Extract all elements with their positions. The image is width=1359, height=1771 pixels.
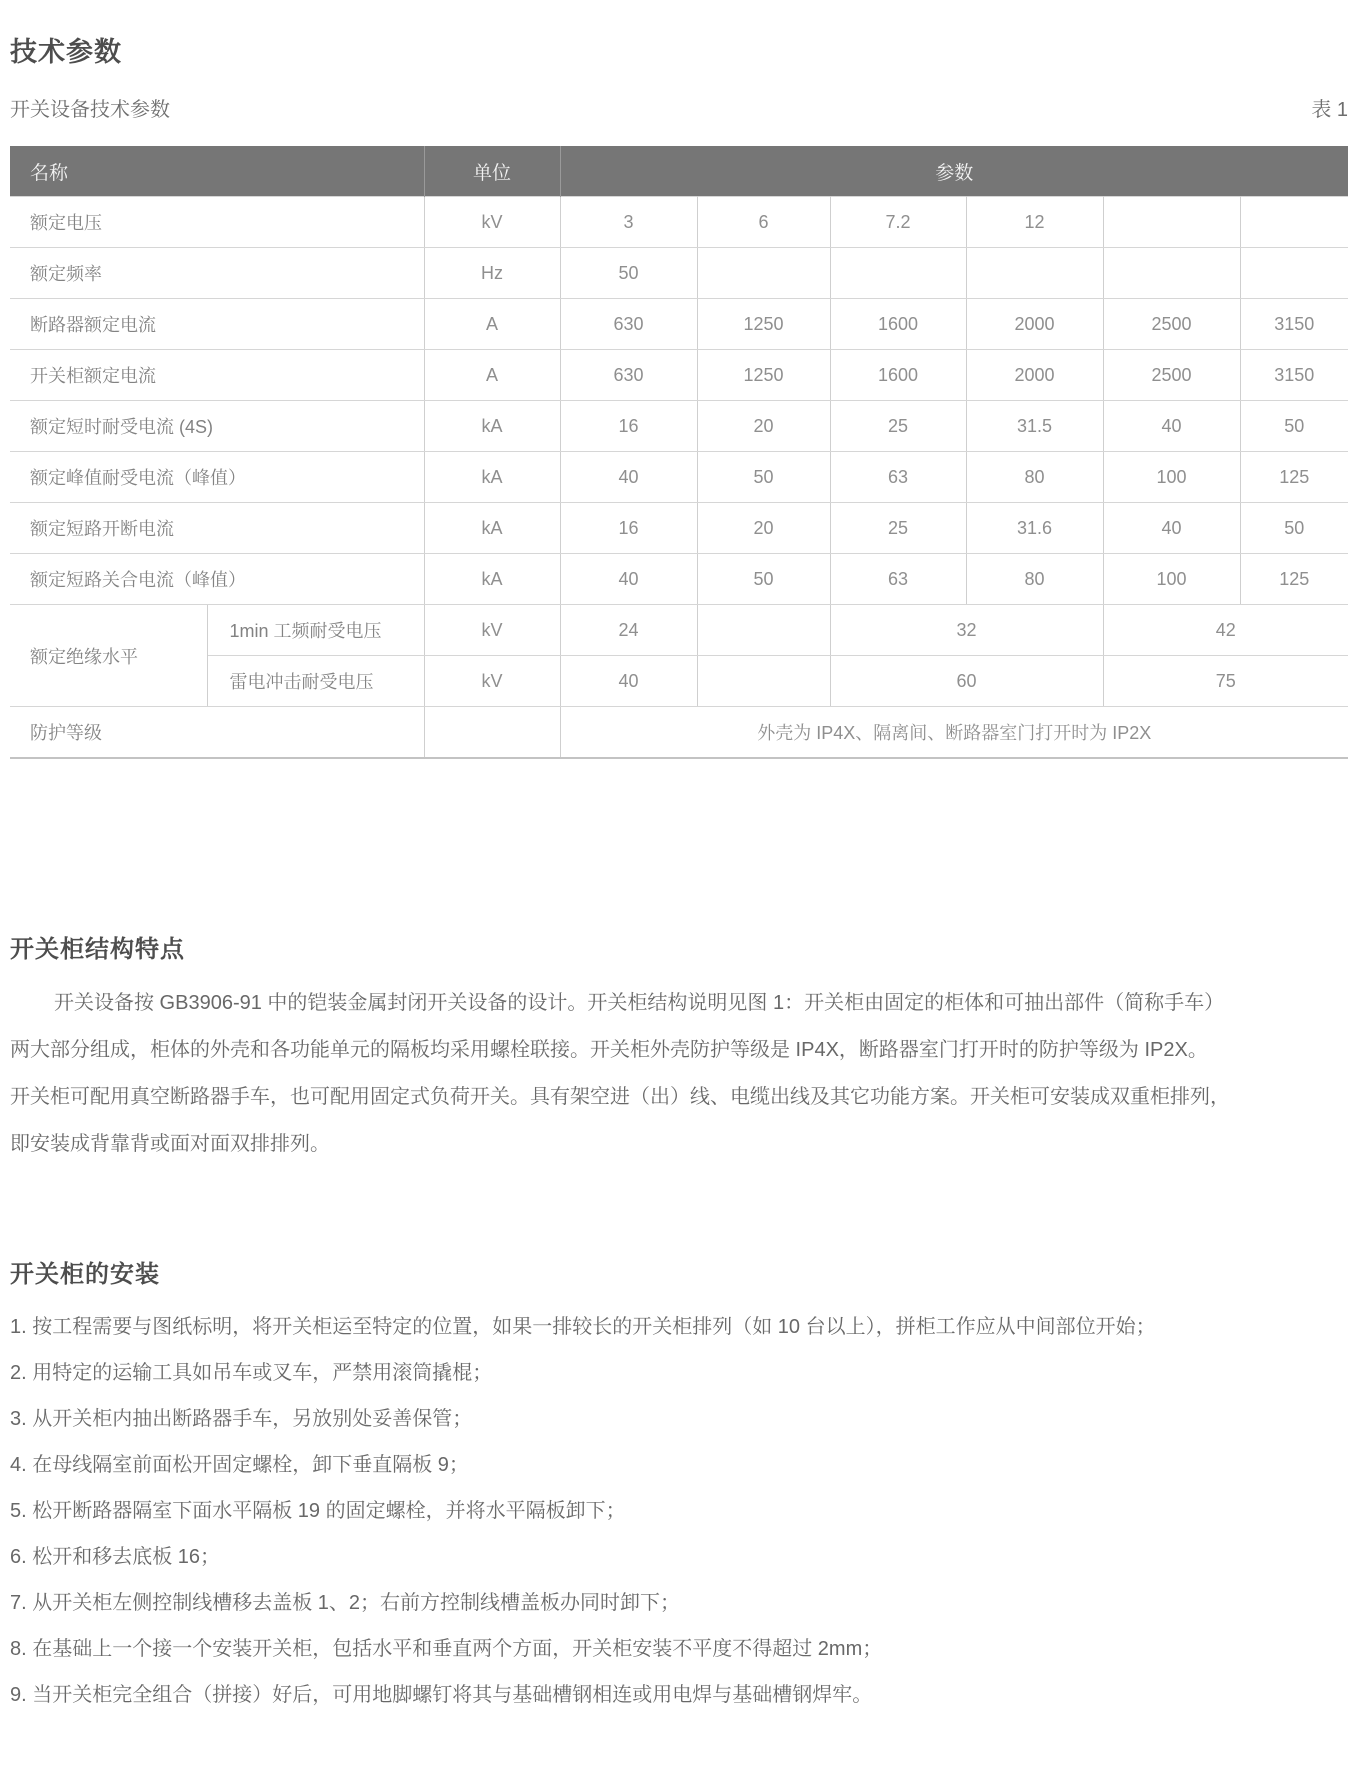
value-cell: 6 xyxy=(697,197,830,248)
value-cell: 3150 xyxy=(1240,350,1348,401)
table-row xyxy=(10,401,1348,452)
unit-cell: Hz xyxy=(424,248,560,299)
structure-paragraph xyxy=(10,980,1348,1168)
unit-cell: kA xyxy=(424,554,560,605)
value-cell: 40 xyxy=(1103,503,1240,554)
install-list xyxy=(10,1317,1348,1705)
subname-cell: 1min 工频耐受电压 xyxy=(207,605,424,656)
name-cell: 额定电压 xyxy=(10,197,424,248)
value-cell: 20 xyxy=(697,401,830,452)
value-cell: 31.5 xyxy=(966,401,1103,452)
value-cell: 1250 xyxy=(697,350,830,401)
value-cell: 125 xyxy=(1240,452,1348,503)
value-cell: 1250 xyxy=(697,299,830,350)
table-row-insulation-2 xyxy=(10,656,1348,707)
value-cell: 31.6 xyxy=(966,503,1103,554)
value-cell: 80 xyxy=(966,554,1103,605)
value-cell: 2000 xyxy=(966,299,1103,350)
value-cell: 25 xyxy=(830,401,966,452)
table-row xyxy=(10,197,1348,248)
table-label: 表 1 xyxy=(1311,99,1348,121)
value-cell xyxy=(966,248,1103,299)
table-row-protection xyxy=(10,707,1348,759)
value-cell: 40 xyxy=(560,656,697,707)
value-cell: 3150 xyxy=(1240,299,1348,350)
install-list-item: 3. 从开关柜内抽出断路器手车，另放别处妥善保管； xyxy=(10,1408,473,1430)
value-cell: 32 xyxy=(830,605,1103,656)
unit-cell: kV xyxy=(424,197,560,248)
name-cell: 额定短路开断电流 xyxy=(10,503,424,554)
subname-cell: 雷电冲击耐受电压 xyxy=(207,656,424,707)
tech-params-table xyxy=(10,146,1348,759)
value-cell: 40 xyxy=(560,452,697,503)
value-cell: 12 xyxy=(966,197,1103,248)
value-cell: 42 xyxy=(1103,605,1348,656)
value-cell: 125 xyxy=(1240,554,1348,605)
value-cell: 20 xyxy=(697,503,830,554)
install-list-item: 2. 用特定的运输工具如吊车或叉车，严禁用滚筒撬棍； xyxy=(10,1362,493,1384)
structure-paragraph-line: 两大部分组成，柜体的外壳和各功能单元的隔板均采用螺栓联接。开关柜外壳防护等级是 IP4X，断路器室门打开时的防护等级为 IP2X。 xyxy=(10,1039,1208,1061)
install-list-item: 4. 在母线隔室前面松开固定螺栓，卸下垂直隔板 9； xyxy=(10,1454,469,1476)
name-cell: 额定频率 xyxy=(10,248,424,299)
structure-paragraph-line: 即安装成背靠背或面对面双排排列。 xyxy=(10,1133,330,1155)
value-cell: 3 xyxy=(560,197,697,248)
page-subtitle: 开关设备技术参数 xyxy=(10,99,170,121)
value-cell: 50 xyxy=(1240,503,1348,554)
value-cell: 80 xyxy=(966,452,1103,503)
value-cell: 24 xyxy=(560,605,697,656)
table-header-row xyxy=(10,146,1348,197)
value-cell: 100 xyxy=(1103,554,1240,605)
name-cell: 开关柜额定电流 xyxy=(10,350,424,401)
name-cell: 额定短路关合电流（峰值） xyxy=(10,554,424,605)
table-row xyxy=(10,503,1348,554)
install-list-item: 6. 松开和移去底板 16； xyxy=(10,1546,221,1568)
table-row-insulation-1 xyxy=(10,605,1348,656)
structure-paragraph-line: 开关柜可配用真空断路器手车，也可配用固定式负荷开关。具有架空进（出）线、电缆出线及其它功能方案。开关柜可安装成双重柜排列， xyxy=(10,1086,1230,1108)
name-cell: 额定短时耐受电流 (4S) xyxy=(10,401,424,452)
unit-cell: kA xyxy=(424,401,560,452)
value-cell: 16 xyxy=(560,503,697,554)
value-cell: 25 xyxy=(830,503,966,554)
value-cell: 40 xyxy=(1103,401,1240,452)
table-row xyxy=(10,299,1348,350)
value-cell: 1600 xyxy=(830,299,966,350)
install-list-item: 7. 从开关柜左侧控制线槽移去盖板 1、2；右前方控制线槽盖板办同时卸下； xyxy=(10,1592,681,1614)
value-cell: 2000 xyxy=(966,350,1103,401)
value-cell: 外壳为 IP4X、隔离间、断路器室门打开时为 IP2X xyxy=(560,707,1348,759)
section-heading-install: 开关柜的安装 xyxy=(10,1261,160,1288)
table-row xyxy=(10,350,1348,401)
install-list-item: 8. 在基础上一个接一个安装开关柜，包括水平和垂直两个方面，开关柜安装不平度不得超过 2mm； xyxy=(10,1638,883,1660)
value-cell xyxy=(1103,248,1240,299)
value-cell: 40 xyxy=(560,554,697,605)
value-cell: 2500 xyxy=(1103,299,1240,350)
section-heading-structure: 开关柜结构特点 xyxy=(10,936,185,963)
value-cell: 50 xyxy=(697,452,830,503)
value-cell xyxy=(697,248,830,299)
value-cell xyxy=(1103,197,1240,248)
value-cell xyxy=(1240,197,1348,248)
structure-paragraph-line: 开关设备按 GB3906-91 中的铠装金属封闭开关设备的设计。开关柜结构说明见图 1：开关柜由固定的柜体和可抽出部件（简称手车） xyxy=(54,992,1225,1014)
table-row xyxy=(10,452,1348,503)
value-cell: 50 xyxy=(560,248,697,299)
value-cell: 75 xyxy=(1103,656,1348,707)
header-unit: 单位 xyxy=(424,146,560,197)
value-cell xyxy=(830,248,966,299)
value-cell: 1600 xyxy=(830,350,966,401)
name-cell: 断路器额定电流 xyxy=(10,299,424,350)
value-cell: 630 xyxy=(560,299,697,350)
value-cell: 63 xyxy=(830,554,966,605)
value-cell xyxy=(697,656,830,707)
name-cell: 防护等级 xyxy=(10,707,424,759)
unit-cell xyxy=(424,707,560,759)
table-row xyxy=(10,248,1348,299)
header-name: 名称 xyxy=(10,146,424,197)
install-list-item: 1. 按工程需要与图纸标明，将开关柜运至特定的位置，如果一排较长的开关柜排列（如 10 台以上），拼柜工作应从中间部位开始； xyxy=(10,1316,1156,1338)
group-name-cell: 额定绝缘水平 xyxy=(10,605,207,707)
install-list-item: 5. 松开断路器隔室下面水平隔板 19 的固定螺栓，并将水平隔板卸下； xyxy=(10,1500,626,1522)
value-cell: 50 xyxy=(1240,401,1348,452)
unit-cell: A xyxy=(424,299,560,350)
value-cell: 60 xyxy=(830,656,1103,707)
install-list-item: 9. 当开关柜完全组合（拼接）好后，可用地脚螺钉将其与基础槽钢相连或用电焊与基础槽钢焊牢。 xyxy=(10,1684,873,1706)
page-title: 技术参数 xyxy=(10,37,122,67)
value-cell: 7.2 xyxy=(830,197,966,248)
value-cell: 2500 xyxy=(1103,350,1240,401)
value-cell: 63 xyxy=(830,452,966,503)
value-cell: 630 xyxy=(560,350,697,401)
value-cell: 16 xyxy=(560,401,697,452)
unit-cell: kA xyxy=(424,452,560,503)
unit-cell: A xyxy=(424,350,560,401)
unit-cell: kV xyxy=(424,656,560,707)
table-row xyxy=(10,554,1348,605)
unit-cell: kA xyxy=(424,503,560,554)
table-caption-row xyxy=(10,93,1348,122)
value-cell xyxy=(1240,248,1348,299)
value-cell: 50 xyxy=(697,554,830,605)
value-cell: 100 xyxy=(1103,452,1240,503)
unit-cell: kV xyxy=(424,605,560,656)
header-params: 参数 xyxy=(560,146,1348,197)
name-cell: 额定峰值耐受电流（峰值） xyxy=(10,452,424,503)
value-cell xyxy=(697,605,830,656)
